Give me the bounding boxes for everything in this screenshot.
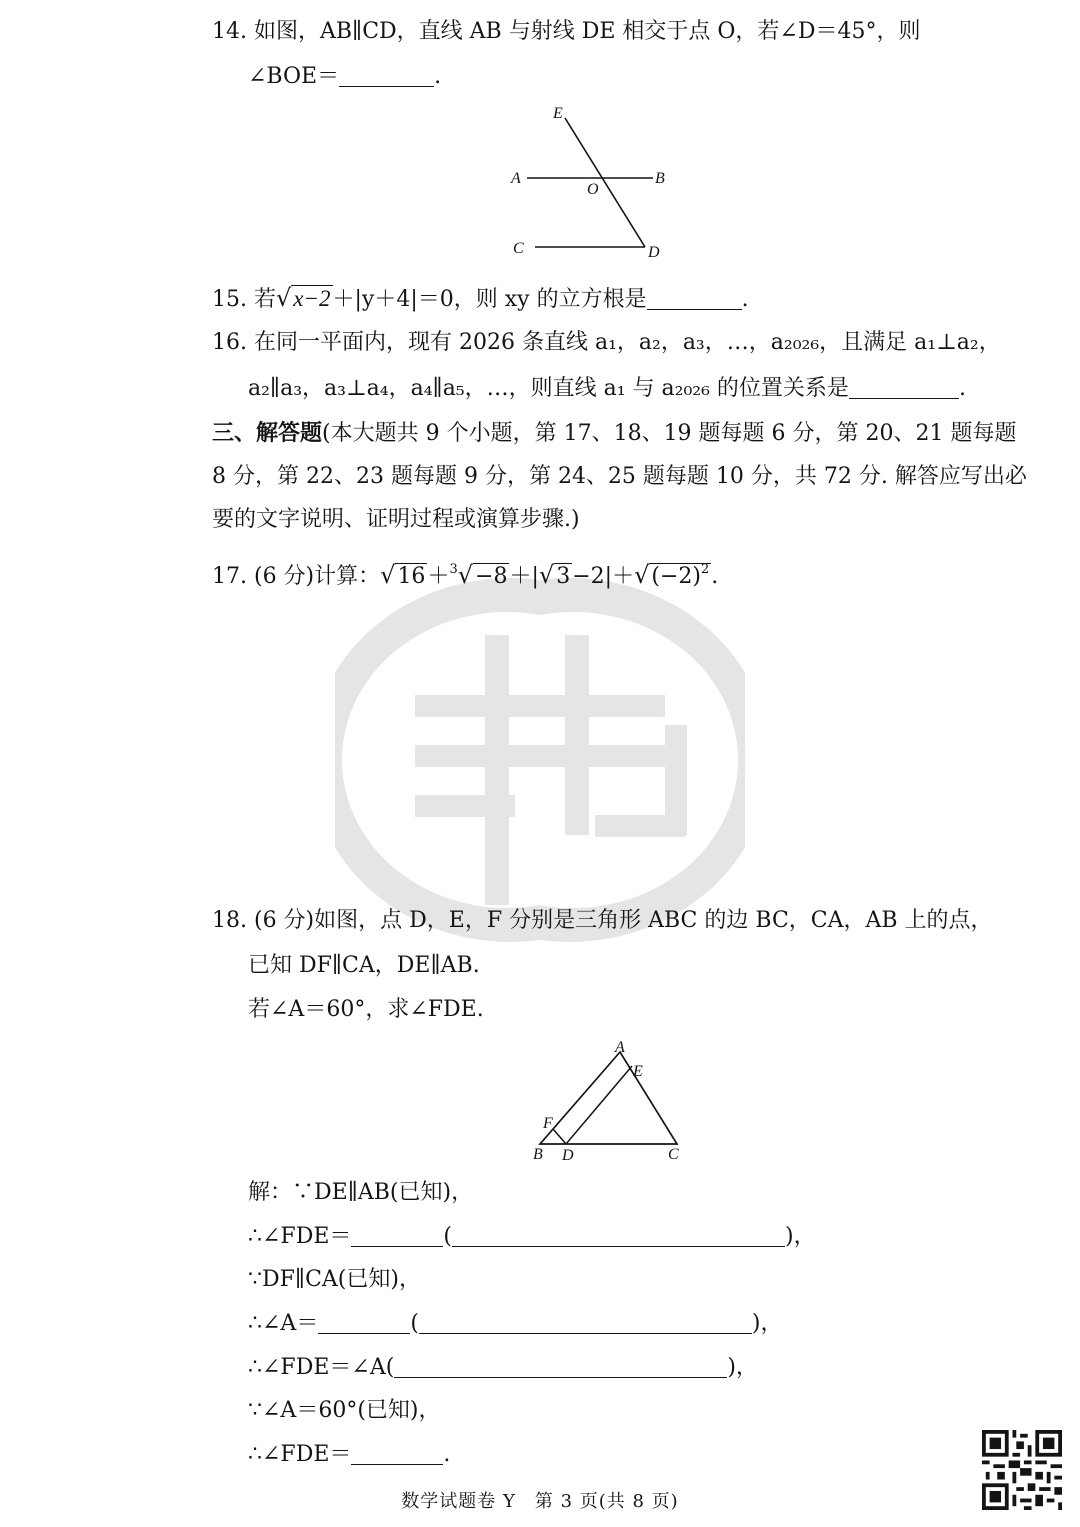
q18-sol4-paren-close: )， <box>751 1311 783 1336</box>
q18-sol-line1: 解：∵DE∥AB(已知)， <box>248 1180 474 1205</box>
cube-root-sign-icon: √ <box>457 561 474 589</box>
q18-sol-line6: ∵∠A＝60°(已知)， <box>248 1398 441 1423</box>
q17-prefix: 17. (6 分)计算： <box>212 564 381 589</box>
sqrt-sign-icon: √ <box>275 284 292 312</box>
q16-line2-text: a₂∥a₃，a₃⊥a₄，a₄∥a₅，…，则直线 a₁ 与 a₂₀₂₆ 的位置关系是 <box>248 376 849 401</box>
q18-label-e: E <box>633 1063 643 1080</box>
q14-label-o: O <box>587 181 599 198</box>
q18-blank-3[interactable] <box>351 1442 443 1465</box>
q17-term4-exp: 2 <box>700 562 710 577</box>
q18-reason-blank-3[interactable] <box>394 1355 727 1378</box>
q18-sol5-prefix: ∴∠FDE＝∠A( <box>248 1355 395 1380</box>
section3-line1-rest: (本大题共 9 个小题，第 17、18、19 题每题 6 分，第 20、21 题每题 <box>322 421 1017 446</box>
q14-angle-boe: ∠BOE＝ <box>248 64 340 89</box>
q14-line1: 14. 如图，AB∥CD，直线 AB 与射线 DE 相交于点 O，若∠D＝45°，则 <box>212 19 921 44</box>
q18-sol4-prefix: ∴∠A＝ <box>248 1311 319 1336</box>
q18-sol-line3: ∵DF∥CA(已知)， <box>248 1267 421 1292</box>
q18-sol-line2 <box>248 1222 816 1252</box>
q15-middle: ＋|y＋4|＝0，则 xy 的立方根是 <box>332 287 647 312</box>
q18-label-c: C <box>668 1146 679 1163</box>
q17-term4-base: (−2) <box>651 564 701 589</box>
q16-period: . <box>958 376 966 401</box>
sqrt-sign-icon: √ <box>538 561 555 589</box>
section3-line3: 要的文字说明、证明过程或演算步骤.) <box>212 507 580 532</box>
q17-term1: 16 <box>397 564 426 589</box>
q18-sol7-period: . <box>443 1442 451 1467</box>
q14-label-d: D <box>648 244 660 261</box>
q18-sol-line7 <box>248 1440 450 1470</box>
q14-label-c: C <box>513 240 524 257</box>
q17-plus1: ＋ <box>427 564 450 589</box>
sqrt-sign-icon: √ <box>380 561 396 589</box>
section3-line1 <box>212 418 1017 449</box>
q16-line1: 16. 在同一平面内，现有 2026 条直线 a₁，a₂，a₃，…，a₂₀₂₆，且满足 a₁⊥a₂， <box>212 330 1001 355</box>
q18-blank-2[interactable] <box>318 1311 410 1334</box>
q18-sol7-prefix: ∴∠FDE＝ <box>248 1442 352 1467</box>
q18-sol-line5 <box>248 1353 758 1383</box>
q18-reason-blank-2[interactable] <box>419 1311 752 1334</box>
q18-figure <box>525 1035 695 1165</box>
q17-period: . <box>711 564 719 589</box>
q18-blank-1[interactable] <box>351 1224 443 1247</box>
q14-label-a: A <box>511 170 521 187</box>
q18-sol2-prefix: ∴∠FDE＝ <box>248 1224 352 1249</box>
section3-heading: 三、解答题 <box>212 420 323 446</box>
q17-plus3: ＋ <box>612 564 635 589</box>
q17-cube-index: 3 <box>449 562 458 577</box>
q14-figure <box>505 100 675 265</box>
q18-label-f: F <box>543 1115 553 1132</box>
q17-abs-rest: −2 <box>572 564 605 589</box>
q18-label-d: D <box>562 1147 574 1164</box>
q14-period: . <box>434 64 442 89</box>
q14-label-e: E <box>553 105 563 122</box>
q17-abs-radicand: 3 <box>556 564 571 589</box>
section3-line2: 8 分，第 22、23 题每题 9 分，第 24、25 题每题 10 分，共 72 分. 解答应写出必 <box>212 464 1027 489</box>
q15-prefix: 15. 若 <box>212 287 276 312</box>
page-footer: 数学试题卷 Y 第 3 页(共 8 页) <box>401 1491 679 1512</box>
q18-sol2-paren-close: )， <box>785 1224 816 1249</box>
q17-plus2: ＋ <box>509 564 532 589</box>
q18-sol4-paren-open: ( <box>410 1311 419 1336</box>
q18-sol-line4 <box>248 1309 783 1339</box>
q18-line3: 若∠A＝60°，求∠FDE. <box>248 997 484 1022</box>
q16-answer-blank[interactable] <box>849 376 959 399</box>
sqrt-sign-icon: √ <box>634 561 650 589</box>
watermark-logo <box>335 575 745 945</box>
q17-term4 <box>649 563 711 589</box>
q18-line2: 已知 DF∥CA，DE∥AB. <box>248 953 480 978</box>
q18-reason-blank-1[interactable] <box>452 1224 785 1247</box>
q15-answer-blank[interactable] <box>647 287 742 310</box>
q15-radicand: x−2 <box>293 286 331 311</box>
q16-line2 <box>248 374 966 404</box>
q17-abs: |√3−2| <box>531 561 613 589</box>
q14-label-b: B <box>655 170 665 187</box>
q18-label-a: A <box>615 1039 625 1056</box>
q18-line1: 18. (6 分)如图，点 D，E，F 分别是三角形 ABC 的边 BC，CA，AB 上的点， <box>212 908 993 933</box>
q17-line <box>212 555 718 592</box>
q15-period: . <box>741 287 749 312</box>
q15-line <box>212 283 749 315</box>
q14-line2 <box>248 62 441 92</box>
q18-sol5-paren-close: )， <box>727 1355 758 1380</box>
q14-answer-blank[interactable] <box>339 64 434 87</box>
q18-label-b: B <box>533 1146 543 1163</box>
q17-term2: −8 <box>475 564 508 589</box>
q18-sol2-paren-open: ( <box>443 1224 452 1249</box>
